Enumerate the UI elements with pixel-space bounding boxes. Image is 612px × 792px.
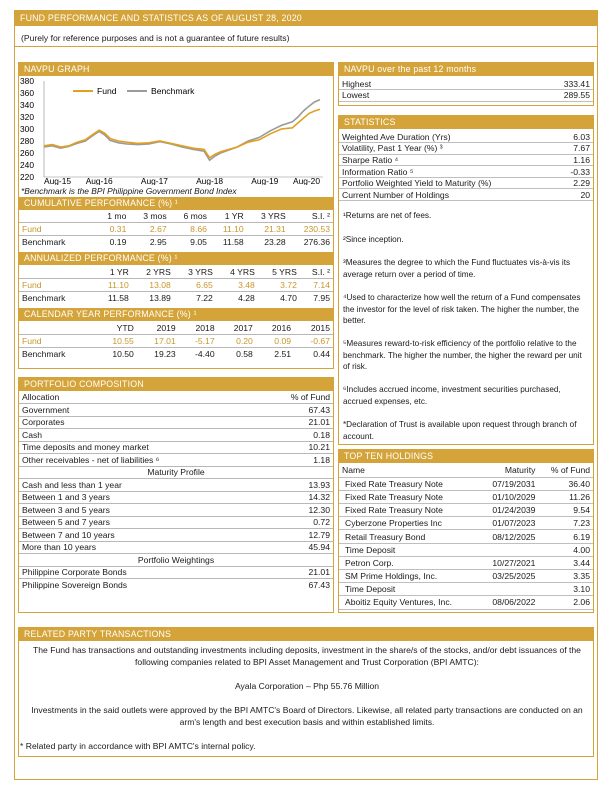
cell: 0.44 xyxy=(313,348,330,359)
note-6: ⁶Includes accrued income, investment securities purchased, accrued expenses, etc. xyxy=(343,385,561,406)
table-row: Cyberzone Properties Inc 01/07/2023 7.23 xyxy=(339,517,593,530)
table-row: Cash and less than 1 year 13.93 xyxy=(19,479,333,492)
cell: 7.95 xyxy=(313,292,330,303)
col-header: 1 mo xyxy=(95,210,129,223)
cell: 11.58 xyxy=(222,236,244,247)
table-row: Between 7 and 10 years 12.79 xyxy=(19,529,333,542)
table-row: Retail Treasury Bond 08/12/2025 6.19 xyxy=(339,530,593,543)
y-tick-label: 240 xyxy=(20,160,34,170)
highest-label: Highest xyxy=(339,78,471,90)
y-tick-label: 260 xyxy=(20,148,34,158)
cell: -4.40 xyxy=(195,348,215,359)
navpu-chart xyxy=(19,77,333,185)
col-pct: % of Fund xyxy=(538,464,593,477)
table-row: More than 10 years 45.94 xyxy=(19,541,333,554)
table-row xyxy=(19,223,333,236)
navpu-12m-header: NAVPU over the past 12 months xyxy=(339,63,593,76)
cell: 2.51 xyxy=(274,348,292,359)
cell: 276.36 xyxy=(303,236,330,247)
y-tick-label: 280 xyxy=(20,136,34,146)
y-tick-label: 220 xyxy=(20,172,34,182)
portfolio-table xyxy=(19,391,333,591)
cell: 0.58 xyxy=(236,348,253,359)
benchmark-footnote: *Benchmark is the BPI Philippine Government Bond Index xyxy=(21,186,237,196)
cell: 11.10 xyxy=(95,279,132,292)
portfolio-header: PORTFOLIO COMPOSITION xyxy=(19,378,333,391)
table-row xyxy=(19,279,333,292)
cell: 8.66 xyxy=(170,223,210,236)
row-label: Benchmark xyxy=(22,236,66,247)
cell: 13.08 xyxy=(132,279,174,292)
related-company: Ayala Corporation – Php 55.76 Million xyxy=(234,681,380,691)
portfolio-weightings-title: Portfolio Weightings xyxy=(19,554,333,567)
allocation-label: Allocation xyxy=(19,391,258,404)
col-header: 2017 xyxy=(218,322,256,335)
col-header: 3 mos xyxy=(129,210,169,223)
table-row: Time deposits and money market 10.21 xyxy=(19,441,333,454)
table-row: Corporates 21.01 xyxy=(19,416,333,429)
cell: 2.67 xyxy=(129,223,169,236)
cell: 17.01 xyxy=(137,335,179,348)
col-header: 2 YRS xyxy=(132,266,174,279)
cell: 230.53 xyxy=(289,223,333,236)
col-header: S.I. ² xyxy=(300,266,333,279)
note-3: ³Measures the degree to which the Fund fluctuates vis-à-vis its average return over a period of time. xyxy=(343,258,571,279)
cell: 0.19 xyxy=(109,236,127,247)
header-divider xyxy=(15,46,597,47)
table-row xyxy=(19,235,333,248)
cumulative-header: CUMULATIVE PERFORMANCE (%) ¹ xyxy=(19,197,333,210)
col-header: 1 YR xyxy=(210,210,247,223)
cell: -0.67 xyxy=(294,335,333,348)
cell: 0.09 xyxy=(256,335,294,348)
highest-value: 333.41 xyxy=(471,78,593,90)
calendar-header: CALENDAR YEAR PERFORMANCE (%) ¹ xyxy=(19,308,333,321)
cell: 11.10 xyxy=(210,223,247,236)
cumulative-table xyxy=(19,210,333,248)
table-row: Aboitiz Equity Ventures, Inc. 08/06/2022 2.06 xyxy=(339,596,593,609)
table-row: Portfolio Weighted Yield to Maturity (%) 2.29 xyxy=(339,177,593,189)
note-1: ¹Returns are net of fees. xyxy=(343,211,432,220)
y-tick-label: 320 xyxy=(20,112,34,122)
note-2: ²Since inception. xyxy=(343,235,404,244)
table-row xyxy=(19,347,333,360)
col-header: S.I. ² xyxy=(289,210,333,223)
navpu-12m-table xyxy=(339,78,593,102)
x-tick-label: Aug-18 xyxy=(196,176,224,185)
note-declaration: *Declaration of Trust is available upon request through branch of account. xyxy=(343,420,577,441)
statistics-table xyxy=(339,131,593,201)
series-line-fund xyxy=(44,109,320,158)
y-tick-label: 340 xyxy=(20,100,34,110)
col-header: 3 YRS xyxy=(174,266,216,279)
table-row: Cash 0.18 xyxy=(19,429,333,442)
pct-label: % of Fund xyxy=(258,391,333,404)
col-header: 3 YRS xyxy=(247,210,289,223)
calendar-table xyxy=(19,322,333,360)
cell: 7.14 xyxy=(300,279,333,292)
navpu-graph-header: NAVPU GRAPH xyxy=(19,63,333,76)
table-row: Between 1 and 3 years 14.32 xyxy=(19,491,333,504)
cell: 7.22 xyxy=(196,292,213,303)
table-row: Petron Corp. 10/27/2021 3.44 xyxy=(339,556,593,569)
related-paragraph-2: Investments in the said outlets were approved by the BPI AMTC's Board of Directors. Likewise, all related party transactions are conducted on an arm's length and best execution basis and within established limits. xyxy=(31,705,583,727)
x-tick-label: Aug-17 xyxy=(140,176,168,185)
maturity-profile-title: Maturity Profile xyxy=(19,466,333,479)
page-title: FUND PERFORMANCE AND STATISTICS AS OF AUGUST 28, 2020 xyxy=(15,11,597,26)
cell: 4.28 xyxy=(238,292,255,303)
col-header: 2016 xyxy=(256,322,294,335)
cell: 3.72 xyxy=(258,279,300,292)
cell: 0.31 xyxy=(95,223,129,236)
col-header: 2019 xyxy=(137,322,179,335)
lowest-label: Lowest xyxy=(339,90,471,102)
table-row xyxy=(19,291,333,304)
lowest-value: 289.55 xyxy=(471,90,593,102)
cell: 4.70 xyxy=(280,292,297,303)
row-label: Benchmark xyxy=(22,348,66,359)
col-header: 6 mos xyxy=(170,210,210,223)
cell: 11.58 xyxy=(107,292,129,303)
table-row: Government 67.43 xyxy=(19,404,333,417)
table-row: Other receivables - net of liabilities ⁶ 1.18 xyxy=(19,454,333,467)
col-header: 5 YRS xyxy=(258,266,300,279)
col-header: 1 YR xyxy=(95,266,132,279)
related-paragraph-1: The Fund has transactions and outstanding investments including deposits, investment in the share/s of the stocks, and/or debt issuances of the following companies related to BPI Asset Management and Trust Corporation (BPI AMTC): xyxy=(33,645,581,667)
note-5: ⁵Measures reward-to-risk efficiency of the portfolio relative to the benchmark. The higher the number, the higher the reward per unit of risk. xyxy=(343,339,582,371)
cell: 6.65 xyxy=(174,279,216,292)
table-row: Time Deposit 4.00 xyxy=(339,543,593,556)
disclaimer: (Purely for reference purposes and is not a guarantee of future results) xyxy=(21,33,290,43)
table-row: Volatility, Past 1 Year (%) ³ 7.67 xyxy=(339,143,593,155)
statistics-header: STATISTICS xyxy=(339,116,593,129)
col-header: 4 YRS xyxy=(216,266,258,279)
note-4: ⁴Used to characterize how well the return of a Fund compensates the investor for the level of risk taken. The higher the number, the better. xyxy=(343,293,581,325)
related-header: RELATED PARTY TRANSACTIONS xyxy=(19,628,593,641)
x-tick-label: Aug-15 xyxy=(44,176,72,185)
table-row: Weighted Ave Duration (Yrs) 6.03 xyxy=(339,131,593,143)
row-label: Fund xyxy=(19,223,95,236)
cell: 3.48 xyxy=(216,279,258,292)
x-tick-label: Aug-19 xyxy=(251,176,279,185)
top-ten-table xyxy=(339,464,593,610)
col-header: YTD xyxy=(95,322,137,335)
legend-fund-label: Fund xyxy=(97,86,117,96)
top-ten-header: TOP TEN HOLDINGS xyxy=(339,450,593,463)
y-tick-label: 360 xyxy=(20,88,34,98)
table-row: Philippine Sovereign Bonds 67.43 xyxy=(22,580,330,590)
annualized-table xyxy=(19,266,333,304)
legend-benchmark-label: Benchmark xyxy=(151,86,195,96)
y-tick-label: 380 xyxy=(20,77,34,86)
cell: 10.55 xyxy=(95,335,137,348)
col-header: 2018 xyxy=(179,322,218,335)
cell: 0.20 xyxy=(218,335,256,348)
row-label: Fund xyxy=(19,335,95,348)
table-row: Between 3 and 5 years 12.30 xyxy=(19,504,333,517)
table-row: Fixed Rate Treasury Note 07/19/2031 36.40 xyxy=(339,477,593,490)
x-tick-label: Aug-20 xyxy=(292,176,320,185)
cell: 10.50 xyxy=(112,348,134,359)
table-row: Between 5 and 7 years 0.72 xyxy=(19,516,333,529)
table-row xyxy=(19,335,333,348)
cell: 19.23 xyxy=(154,348,176,359)
cell: 2.95 xyxy=(149,236,167,247)
table-row: Sharpe Ratio ⁴ 1.16 xyxy=(339,154,593,166)
table-row: Fixed Rate Treasury Note 01/24/2039 9.54 xyxy=(339,504,593,517)
cell: 9.05 xyxy=(190,236,207,247)
table-row: SM Prime Holdings, Inc. 03/25/2025 3.35 xyxy=(339,570,593,583)
x-tick-label: Aug-16 xyxy=(85,176,113,185)
cell: -5.17 xyxy=(179,335,218,348)
table-row: Philippine Corporate Bonds 21.01 xyxy=(19,566,333,579)
table-row: Fixed Rate Treasury Note 01/10/2029 11.26 xyxy=(339,490,593,503)
table-row: Time Deposit 3.10 xyxy=(339,583,593,596)
row-label: Benchmark xyxy=(22,292,66,303)
related-footnote: * Related party in accordance with BPI AMTC's internal policy. xyxy=(20,741,256,751)
annualized-header: ANNUALIZED PERFORMANCE (%) ¹ xyxy=(19,252,333,265)
cell: 23.28 xyxy=(264,236,286,247)
row-label: Fund xyxy=(19,279,95,292)
table-row: Current Number of Holdings 20 xyxy=(339,189,593,201)
col-maturity: Maturity xyxy=(479,464,538,477)
col-header: 2015 xyxy=(294,322,333,335)
cell: 21.31 xyxy=(247,223,289,236)
col-name: Name xyxy=(339,464,479,477)
cell: 13.89 xyxy=(149,292,171,303)
y-tick-label: 300 xyxy=(20,124,34,134)
table-row: Information Ratio ⁵ -0.33 xyxy=(339,166,593,178)
